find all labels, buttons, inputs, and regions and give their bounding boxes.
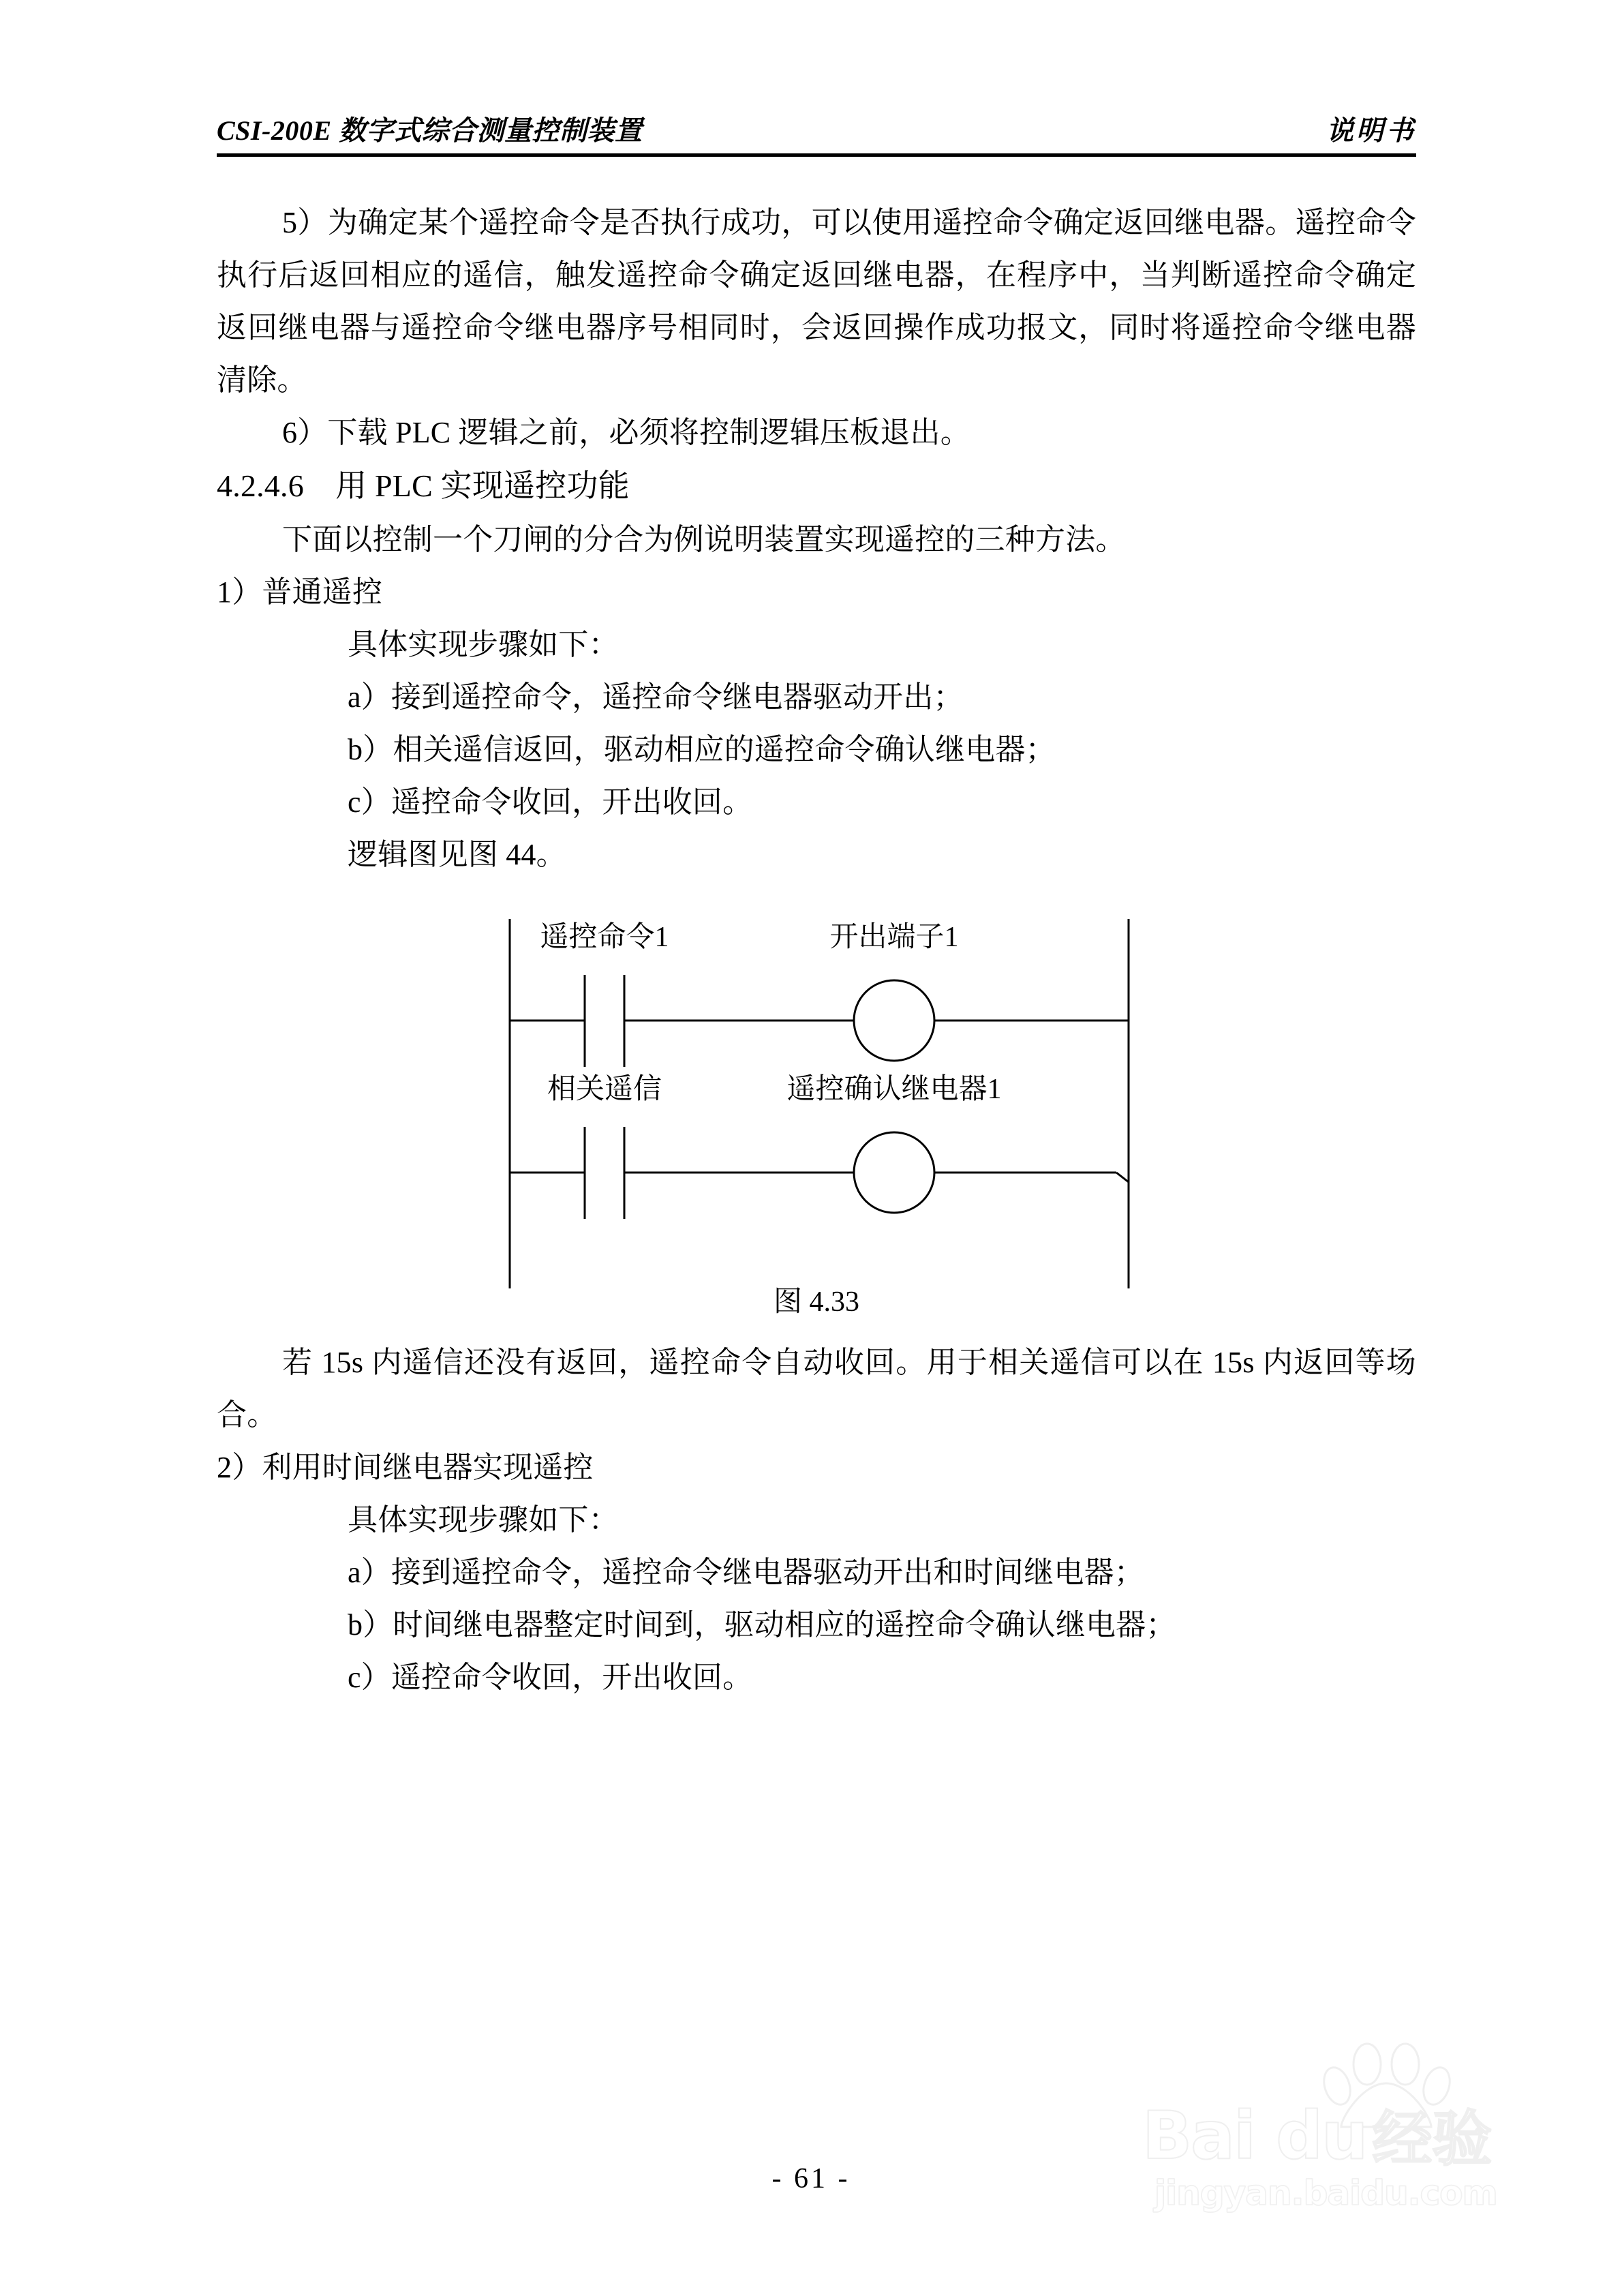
rung1-contact-label: 遥控命令1 (540, 922, 669, 953)
baidu-paw-icon (1310, 2042, 1473, 2131)
list-item-2-step-b: b）时间继电器整定时间到，驱动相应的遥控命令确认继电器； (348, 1608, 1176, 1642)
paragraph-item-6: 6）下载 PLC 逻辑之前，必须将控制逻辑压板退出。 (282, 416, 970, 449)
ladder-diagram (217, 907, 1416, 1302)
ladder-diagram-svg (217, 907, 1416, 1302)
page-number: - 61 - (771, 2163, 851, 2194)
running-head (217, 109, 1416, 148)
body-text-upper (217, 196, 1416, 881)
paragraph-after-figure: 若 15s 内遥信还没有返回，遥控命令自动收回。用于相关遥信可以在 15s 内返回等场合。 (217, 1346, 1416, 1432)
section-heading-4-2-4-6: 4.2.4.6 用 PLC 实现遥控功能 (217, 468, 630, 503)
figure-caption: 图 4.33 (773, 1286, 859, 1318)
list-item-1-step-a: a）接到遥控命令，遥控命令继电器驱动开出； (348, 680, 964, 714)
rung2-wire-right-kink (1116, 1173, 1129, 1182)
rung2-output-coil (854, 1132, 934, 1213)
list-item-2-steps-title: 具体实现步骤如下： (348, 1503, 619, 1537)
watermark-brand-row (1142, 2098, 1524, 2174)
figure-reference: 逻辑图见图 44。 (348, 838, 566, 871)
list-item-2-step-a: a）接到遥控命令，遥控命令继电器驱动开出和时间继电器； (348, 1556, 1144, 1589)
paragraph-intro: 下面以控制一个刀闸的分合为例说明装置实现遥控的三种方法。 (282, 523, 1126, 556)
list-item-2-step-c: c）遥控命令收回，开出收回。 (348, 1661, 753, 1694)
running-head-title: CSI-200E 数字式综合测量控制装置 (217, 115, 643, 146)
rung2-coil-label: 遥控确认继电器1 (786, 1074, 1002, 1105)
list-item-1: 1）普通遥控 (217, 575, 383, 609)
rung2-contact-label: 相关遥信 (547, 1074, 662, 1105)
body-text-lower (217, 1336, 1416, 1704)
header-rule (217, 153, 1416, 157)
watermark-brand-latin: Bai du (1142, 2098, 1367, 2174)
running-head-doctype: 说明书 (1326, 115, 1416, 146)
list-item-2: 2）利用时间继电器实现遥控 (217, 1451, 594, 1484)
watermark-brand-cn: 经验 (1372, 2103, 1493, 2174)
list-item-1-step-c: c）遥控命令收回，开出收回。 (348, 785, 753, 819)
watermark-url: jingyan.baidu.com (1154, 2173, 1497, 2213)
rung1-output-coil (854, 980, 934, 1061)
list-item-1-steps-title: 具体实现步骤如下： (348, 628, 619, 661)
list-item-1-step-b: b）相关遥信返回，驱动相应的遥控命令确认继电器； (348, 733, 1056, 766)
paragraph-item-5: 5）为确定某个遥控命令是否执行成功，可以使用遥控命令确定返回继电器。遥控命令执行后返回相应的遥信，触发遥控命令确定返回继电器，在程序中，当判断遥控命令确定返回继电器与遥控命令继电器序号相同时，会返回操作成功报文，同时将遥控命令继电器清除。 (217, 206, 1416, 397)
rung1-coil-label: 开出端子1 (829, 922, 959, 953)
